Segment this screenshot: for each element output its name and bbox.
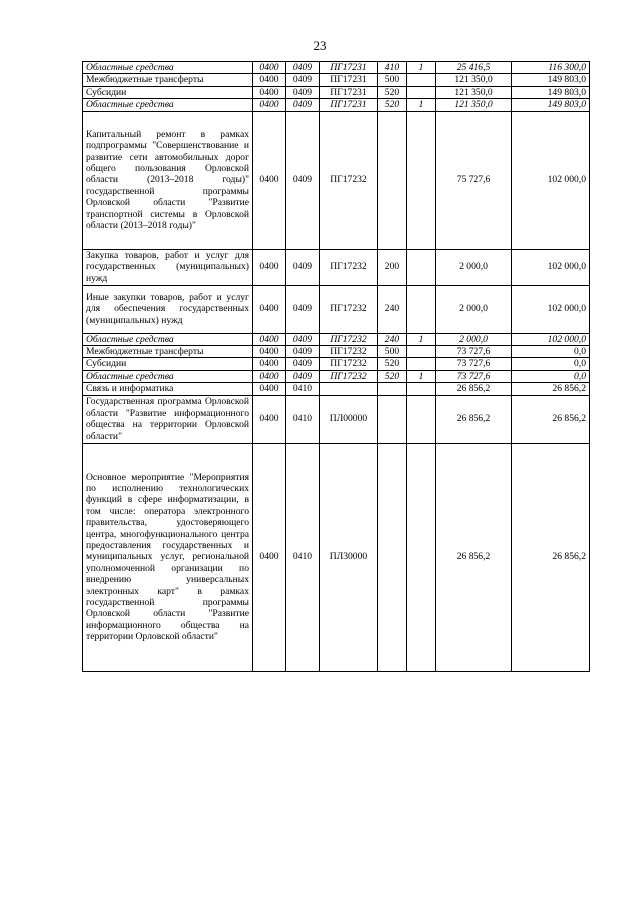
cell-name: Межбюджетные трансферты: [83, 74, 253, 86]
cell-amount-1: 73 727,6: [436, 358, 512, 370]
cell-subsection: 0409: [286, 86, 320, 98]
cell-expense-type: [378, 383, 407, 395]
cell-expense-type: [378, 395, 407, 443]
cell-funding-source: 1: [407, 333, 436, 345]
cell-section: 0400: [253, 395, 286, 443]
cell-amount-1: 121 350,0: [436, 99, 512, 111]
cell-section: 0400: [253, 86, 286, 98]
cell-subsection: 0410: [286, 395, 320, 443]
cell-target-article: ПЛ00000: [320, 395, 378, 443]
cell-expense-type: 520: [378, 99, 407, 111]
table-row: [83, 111, 590, 249]
table-row: [83, 443, 590, 671]
table-row: [83, 249, 590, 285]
cell-target-article: ПГ17232: [320, 346, 378, 358]
table-row: [83, 370, 590, 382]
table-row: [83, 99, 590, 111]
cell-expense-type: [378, 443, 407, 671]
cell-subsection: 0409: [286, 99, 320, 111]
cell-name: Субсидии: [83, 358, 253, 370]
cell-name: Капитальный ремонт в рамках подпрограммы "Совершенствование и развитие сети автомобильных дорог общего пользования Орловской области (2013–2018 годы)" государственной программы Орловской области "Развитие транспортной системы в Орловской области (2013–2018 годы)": [83, 111, 253, 249]
cell-target-article: ПГ17231: [320, 99, 378, 111]
cell-amount-1: 26 856,2: [436, 395, 512, 443]
cell-subsection: 0409: [286, 74, 320, 86]
cell-section: 0400: [253, 383, 286, 395]
cell-amount-2: 26 856,2: [512, 443, 590, 671]
cell-expense-type: [378, 111, 407, 249]
cell-subsection: 0409: [286, 370, 320, 382]
cell-funding-source: [407, 249, 436, 285]
cell-target-article: ПГ17231: [320, 62, 378, 74]
table-row: [83, 346, 590, 358]
cell-amount-2: 149 803,0: [512, 99, 590, 111]
cell-expense-type: 240: [378, 285, 407, 333]
cell-amount-2: 26 856,2: [512, 395, 590, 443]
table-row: [83, 333, 590, 345]
cell-funding-source: 1: [407, 99, 436, 111]
cell-amount-2: 116 300,0: [512, 62, 590, 74]
cell-amount-1: 2 000,0: [436, 249, 512, 285]
table-row: [83, 358, 590, 370]
cell-amount-2: 102 000,0: [512, 249, 590, 285]
cell-amount-2: 102 000,0: [512, 285, 590, 333]
table-row: [83, 62, 590, 74]
cell-subsection: 0409: [286, 285, 320, 333]
cell-expense-type: 520: [378, 358, 407, 370]
cell-section: 0400: [253, 74, 286, 86]
cell-amount-1: 25 416,5: [436, 62, 512, 74]
table-row: [83, 285, 590, 333]
cell-funding-source: [407, 86, 436, 98]
cell-subsection: 0410: [286, 443, 320, 671]
cell-section: 0400: [253, 111, 286, 249]
cell-name: Иные закупки товаров, работ и услуг для обеспечения государственных (муниципальных) нужд: [83, 285, 253, 333]
cell-amount-2: 149 803,0: [512, 86, 590, 98]
cell-subsection: 0409: [286, 249, 320, 285]
page-number: 23: [313, 38, 327, 53]
cell-target-article: ПГ17231: [320, 86, 378, 98]
cell-amount-1: 26 856,2: [436, 383, 512, 395]
cell-target-article: ПГ17232: [320, 370, 378, 382]
cell-amount-1: 2 000,0: [436, 285, 512, 333]
cell-amount-1: 121 350,0: [436, 86, 512, 98]
cell-expense-type: 200: [378, 249, 407, 285]
cell-amount-2: 102 000,0: [512, 111, 590, 249]
cell-name: Государственная программа Орловской области "Развитие информационного общества на территории Орловской области": [83, 395, 253, 443]
table-row: [83, 74, 590, 86]
cell-name: Областные средства: [83, 370, 253, 382]
cell-section: 0400: [253, 358, 286, 370]
cell-expense-type: 410: [378, 62, 407, 74]
cell-funding-source: 1: [407, 62, 436, 74]
cell-target-article: ПЛ30000: [320, 443, 378, 671]
cell-target-article: ПГ17232: [320, 285, 378, 333]
cell-funding-source: [407, 383, 436, 395]
cell-name: Межбюджетные трансферты: [83, 346, 253, 358]
cell-target-article: ПГ17231: [320, 74, 378, 86]
cell-amount-1: 73 727,6: [436, 370, 512, 382]
cell-section: 0400: [253, 333, 286, 345]
cell-funding-source: [407, 346, 436, 358]
cell-amount-2: 26 856,2: [512, 383, 590, 395]
cell-funding-source: 1: [407, 370, 436, 382]
table-row: [83, 395, 590, 443]
cell-name: Областные средства: [83, 62, 253, 74]
cell-name: Связь и информатика: [83, 383, 253, 395]
cell-expense-type: 520: [378, 86, 407, 98]
cell-expense-type: 500: [378, 74, 407, 86]
cell-funding-source: [407, 285, 436, 333]
cell-section: 0400: [253, 62, 286, 74]
cell-name: Субсидии: [83, 86, 253, 98]
cell-amount-2: 149 803,0: [512, 74, 590, 86]
cell-expense-type: 520: [378, 370, 407, 382]
cell-amount-1: 75 727,6: [436, 111, 512, 249]
cell-target-article: ПГ17232: [320, 249, 378, 285]
cell-amount-2: 0,0: [512, 358, 590, 370]
cell-funding-source: [407, 74, 436, 86]
cell-amount-1: 26 856,2: [436, 443, 512, 671]
cell-target-article: ПГ17232: [320, 358, 378, 370]
cell-funding-source: [407, 395, 436, 443]
cell-funding-source: [407, 111, 436, 249]
cell-name: Закупка товаров, работ и услуг для государственных (муниципальных) нужд: [83, 249, 253, 285]
cell-name: Областные средства: [83, 333, 253, 345]
cell-section: 0400: [253, 99, 286, 111]
cell-section: 0400: [253, 346, 286, 358]
table-row: [83, 383, 590, 395]
cell-funding-source: [407, 443, 436, 671]
cell-funding-source: [407, 358, 436, 370]
cell-subsection: 0409: [286, 111, 320, 249]
cell-expense-type: 240: [378, 333, 407, 345]
cell-amount-1: 2 000,0: [436, 333, 512, 345]
cell-target-article: ПГ17232: [320, 111, 378, 249]
cell-amount-2: 0,0: [512, 346, 590, 358]
cell-name: Основное мероприятие "Мероприятия по исполнению технологических функций в сфере информатизации, в том числе: оператора электронного правительства, удостоверяющего центра, многофункционального центра предоставления государственных и муниципальных услуг, региональной уполномоченной организации по внедрению универсальных электронных карт" в рамках государственной программы Орловской области "Развитие информационного общества на территории Орловской области": [83, 443, 253, 671]
cell-subsection: 0410: [286, 383, 320, 395]
cell-subsection: 0409: [286, 62, 320, 74]
cell-subsection: 0409: [286, 358, 320, 370]
cell-subsection: 0409: [286, 333, 320, 345]
cell-section: 0400: [253, 249, 286, 285]
cell-section: 0400: [253, 443, 286, 671]
cell-target-article: [320, 383, 378, 395]
cell-expense-type: 500: [378, 346, 407, 358]
cell-amount-1: 73 727,6: [436, 346, 512, 358]
cell-amount-1: 121 350,0: [436, 74, 512, 86]
budget-table: [82, 61, 590, 672]
cell-amount-2: 0,0: [512, 370, 590, 382]
cell-name: Областные средства: [83, 99, 253, 111]
cell-section: 0400: [253, 370, 286, 382]
cell-subsection: 0409: [286, 346, 320, 358]
cell-amount-2: 102 000,0: [512, 333, 590, 345]
budget-table-body: [83, 62, 590, 672]
cell-section: 0400: [253, 285, 286, 333]
cell-target-article: ПГ17232: [320, 333, 378, 345]
table-row: [83, 86, 590, 98]
